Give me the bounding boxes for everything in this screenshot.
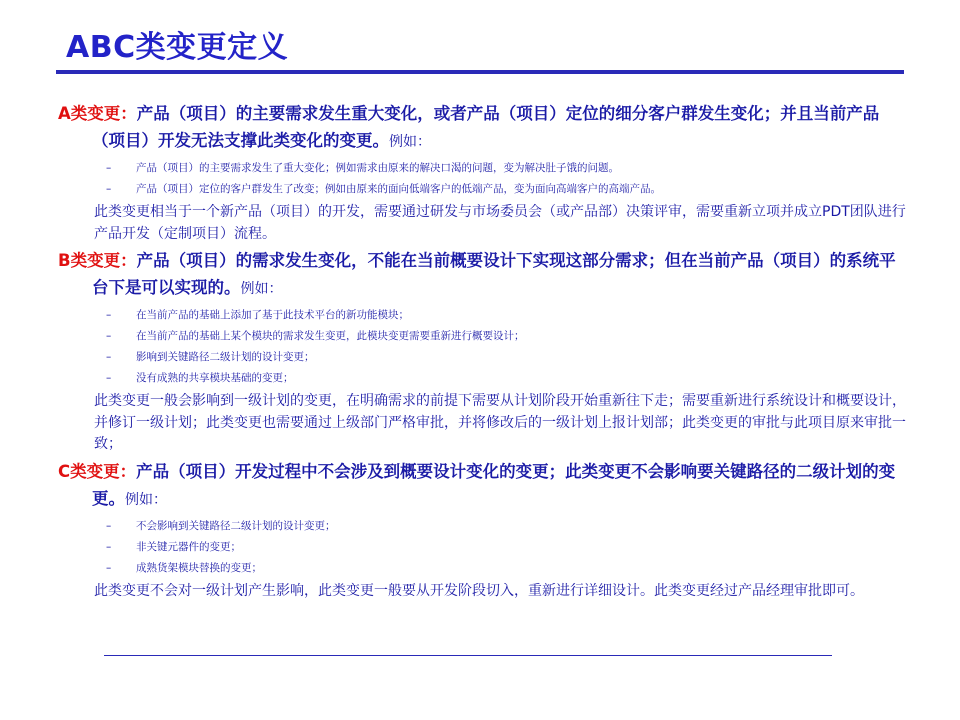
section-c-example-lead: 例如： bbox=[125, 491, 167, 508]
bullet-marker: – bbox=[106, 351, 112, 363]
section-b-bullets bbox=[58, 305, 908, 389]
list-item bbox=[58, 326, 908, 347]
footer-divider bbox=[104, 655, 832, 656]
list-item bbox=[58, 368, 908, 389]
list-item bbox=[58, 516, 908, 537]
section-c-heading bbox=[58, 458, 908, 514]
bullet-marker: – bbox=[106, 330, 112, 342]
bullet-text: 非关键元器件的变更； bbox=[136, 540, 241, 553]
list-item bbox=[58, 158, 908, 179]
section-b-paragraph: 此类变更一般会影响到一级计划的变更，在明确需求的前提下需要从计划阶段开始重新往下走；需要重新进行系统设计和概要设计，并修订一级计划；此类变更也需要通过上级部门严格审批，并将修改后的一级计划上报计划部；此类变更的审批与此项目原来审批一致； bbox=[94, 393, 906, 452]
title-divider bbox=[56, 70, 904, 74]
section-b-example-lead: 例如： bbox=[240, 281, 283, 297]
bullet-marker: – bbox=[106, 540, 112, 553]
bullet-text: 没有成熟的共享模块基础的变更； bbox=[136, 372, 294, 384]
page-title: ABC类变更定义 bbox=[66, 30, 289, 65]
bullet-text: 产品（项目）定位的客户群发生了改变；例如由原来的面向低端客户的低端产品，变为面向高端客户的高端产品。 bbox=[136, 183, 661, 195]
bullet-marker: – bbox=[106, 183, 112, 195]
bullet-text: 在当前产品的基础上某个模块的需求发生变更，此模块变更需要重新进行概要设计； bbox=[136, 330, 525, 342]
bullet-marker: – bbox=[106, 372, 112, 384]
bullet-marker: – bbox=[106, 162, 112, 174]
section-a-paragraph: 此类变更相当于一个新产品（项目）的开发，需要通过研发与市场委员会（或产品部）决策评审，需要重新立项并成立PDT团队进行产品开发（定制项目）流程。 bbox=[94, 204, 906, 242]
bullet-text: 成熟货架模块替换的变更； bbox=[136, 561, 262, 574]
section-b-label: B类变更： bbox=[58, 251, 137, 270]
list-item bbox=[58, 558, 908, 579]
list-item bbox=[58, 537, 908, 558]
bullet-text: 影响到关键路径二级计划的设计变更； bbox=[136, 351, 315, 363]
section-a-example-lead: 例如： bbox=[389, 134, 431, 150]
bullet-marker: – bbox=[106, 519, 112, 532]
bullet-marker: – bbox=[106, 561, 112, 574]
section-a-label: A类变更： bbox=[58, 104, 137, 123]
bullet-marker: – bbox=[106, 309, 112, 321]
section-c bbox=[58, 458, 908, 603]
section-b-definition: 产品（项目）的需求发生变化，不能在当前概要设计下实现这部分需求；但在当前产品（项目）的系统平台下是可以实现的。 bbox=[92, 251, 896, 297]
section-c-bullets bbox=[58, 516, 908, 579]
list-item bbox=[58, 347, 908, 368]
section-a-bullets bbox=[58, 158, 908, 200]
list-item bbox=[58, 305, 908, 326]
section-c-paragraph: 此类变更不会对一级计划产生影响，此类变更一般要从开发阶段切入，重新进行详细设计。此类变更经过产品经理审批即可。 bbox=[94, 582, 864, 599]
list-item bbox=[58, 179, 908, 200]
section-c-label: C类变更： bbox=[58, 461, 137, 481]
section-b bbox=[58, 247, 908, 456]
section-c-definition: 产品（项目）开发过程中不会涉及到概要设计变化的变更；此类变更不会影响要关键路径的二级计划的变更。 bbox=[92, 461, 896, 508]
section-b-heading bbox=[58, 247, 908, 303]
slide-content bbox=[58, 100, 908, 604]
bullet-text: 产品（项目）的主要需求发生了重大变化；例如需求由原来的解决口渴的问题，变为解决肚子饿的问题。 bbox=[136, 162, 619, 174]
section-a bbox=[58, 100, 908, 245]
bullet-text: 在当前产品的基础上添加了基于此技术平台的新功能模块； bbox=[136, 309, 409, 321]
section-a-definition: 产品（项目）的主要需求发生重大变化，或者产品（项目）定位的细分客户群发生变化；并且当前产品（项目）开发无法支撑此类变化的变更。 bbox=[92, 104, 880, 150]
section-a-heading bbox=[58, 100, 908, 156]
bullet-text: 不会影响到关键路径二级计划的设计变更； bbox=[136, 519, 336, 532]
